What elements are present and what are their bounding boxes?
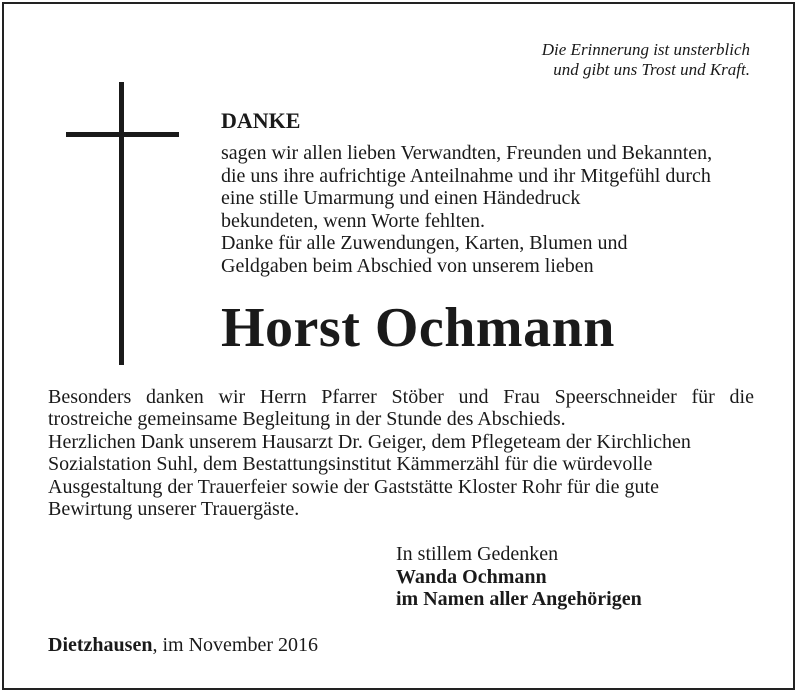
deceased-name: Horst Ochmann <box>221 297 615 359</box>
signature-intro: In stillem Gedenken <box>396 543 559 565</box>
danke-line: Geldgaben beim Abschied von unserem lieben <box>221 254 594 277</box>
thanks-paragraph <box>48 386 754 520</box>
cross-icon <box>119 82 124 365</box>
motto <box>542 40 750 80</box>
place-name: Dietzhausen <box>48 634 153 656</box>
date-text: , im November 2016 <box>152 634 318 656</box>
danke-line: bekundeten, wenn Worte fehlten. <box>221 209 486 232</box>
thanks-line: Besonders danken wir Herrn Pfarrer Stöber und Frau Speerschneider für die <box>48 386 754 408</box>
thanks-line: Ausgestaltung der Trauerfeier sowie der Gaststätte Kloster Rohr für die gute <box>48 475 659 498</box>
danke-title: DANKE <box>221 108 301 133</box>
place-date <box>48 634 318 657</box>
danke-line: die uns ihre aufrichtige Anteilnahme und ihr Mitgefühl durch <box>221 164 711 187</box>
motto-line: Die Erinnerung ist unsterblich <box>541 40 750 59</box>
danke-line: Danke für alle Zuwendungen, Karten, Blumen und <box>221 232 628 254</box>
danke-text <box>221 142 766 277</box>
thanks-line: trostreiche gemeinsame Begleitung in der Stunde des Abschieds. <box>48 408 566 431</box>
thanks-line: Herzlichen Dank unserem Hausarzt Dr. Geiger, dem Pflegeteam der Kirchlichen <box>48 430 691 453</box>
signature <box>396 543 642 611</box>
thanks-line: Bewirtung unserer Trauergäste. <box>48 498 300 521</box>
thanks-line: Sozialstation Suhl, dem Bestattungsinstitut Kämmerzähl für die würdevolle <box>48 453 653 476</box>
danke-line: sagen wir allen lieben Verwandten, Freunden und Bekannten, <box>221 142 713 164</box>
motto-line: und gibt uns Trost und Kraft. <box>553 60 750 79</box>
signature-family: im Namen aller Angehörigen <box>396 588 642 610</box>
cross-icon-bar <box>66 132 179 137</box>
danke-line: eine stille Umarmung und einen Händedruck <box>221 187 581 209</box>
signature-name: Wanda Ochmann <box>396 565 547 588</box>
